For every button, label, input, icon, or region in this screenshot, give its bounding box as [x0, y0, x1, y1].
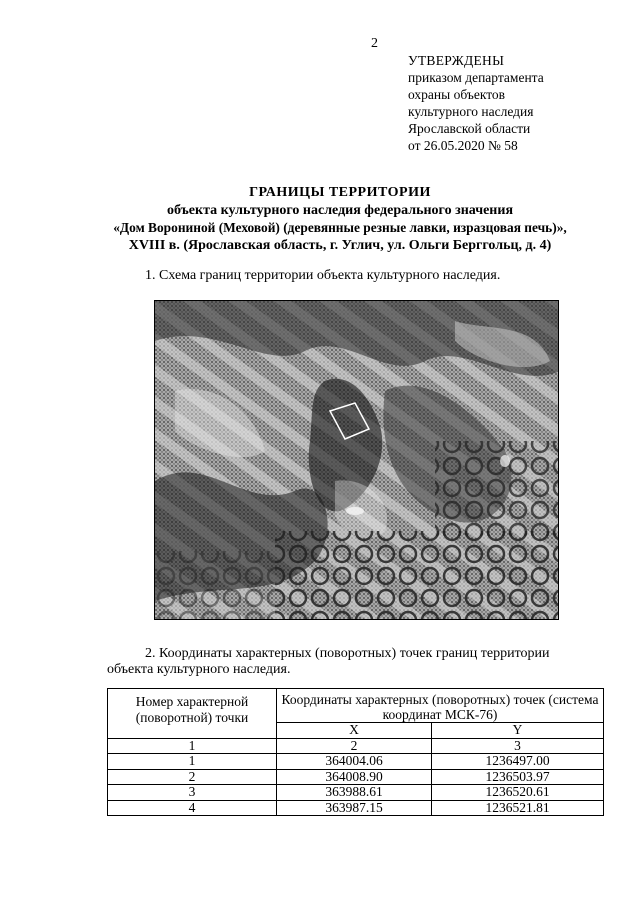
approval-line: охраны объектов	[408, 87, 506, 102]
coordinates-table	[107, 688, 604, 816]
y-cell: 1236521.81	[432, 800, 604, 816]
section-2-caption-continued: объекта культурного наследия.	[107, 662, 291, 677]
approval-line: Ярославской области	[408, 121, 531, 136]
title-line: XVIII в. (Ярославская область, г. Углич, ул. Ольги Берггольц, д. 4)	[128, 237, 552, 253]
x-header: X	[277, 723, 432, 739]
table-cell: 1	[108, 738, 277, 754]
table-row	[108, 769, 604, 785]
title-line: объекта культурного наследия федерального значения	[166, 202, 514, 218]
approval-line: культурного наследия	[408, 104, 534, 119]
title-line: «Дом Ворониной (Меховой) (деревянные резные лавки, изразцовая печь)»,	[113, 220, 567, 235]
section-2-caption: 2. Координаты характерных (поворотных) точек границ территории	[145, 646, 550, 661]
boundary-map-image	[154, 300, 559, 620]
table-row	[108, 785, 604, 801]
point-number-cell: 4	[108, 800, 277, 816]
section-1-caption: 1. Схема границ территории объекта культурного наследия.	[145, 268, 501, 283]
x-cell: 364008.90	[277, 769, 432, 785]
page-number: 2	[371, 36, 378, 51]
document-title	[40, 184, 640, 254]
y-header: Y	[432, 723, 604, 739]
y-cell: 1236520.61	[432, 785, 604, 801]
title-line: ГРАНИЦЫ ТЕРРИТОРИИ	[249, 185, 431, 200]
x-cell: 364004.06	[277, 754, 432, 770]
table-cell: 3	[432, 738, 604, 754]
x-cell: 363988.61	[277, 785, 432, 801]
approval-line: приказом департамента	[408, 70, 544, 85]
approval-date-line: от 26.05.2020 № 58	[408, 138, 518, 153]
point-number-cell: 3	[108, 785, 277, 801]
y-cell: 1236497.00	[432, 754, 604, 770]
column-index-row	[108, 738, 604, 754]
table-row	[108, 800, 604, 816]
approval-heading: УТВЕРЖДЕНЫ	[408, 53, 505, 68]
coordinates-header: Координаты характерных (поворотных) точек (система координат МСК-76)	[277, 689, 604, 723]
table-row	[108, 754, 604, 770]
point-number-header: Номер характерной (поворотной) точки	[108, 689, 277, 739]
table-header-row	[108, 689, 604, 723]
point-number-cell: 1	[108, 754, 277, 770]
approval-block	[408, 52, 544, 154]
table-cell: 2	[277, 738, 432, 754]
y-cell: 1236503.97	[432, 769, 604, 785]
x-cell: 363987.15	[277, 800, 432, 816]
point-number-cell: 2	[108, 769, 277, 785]
